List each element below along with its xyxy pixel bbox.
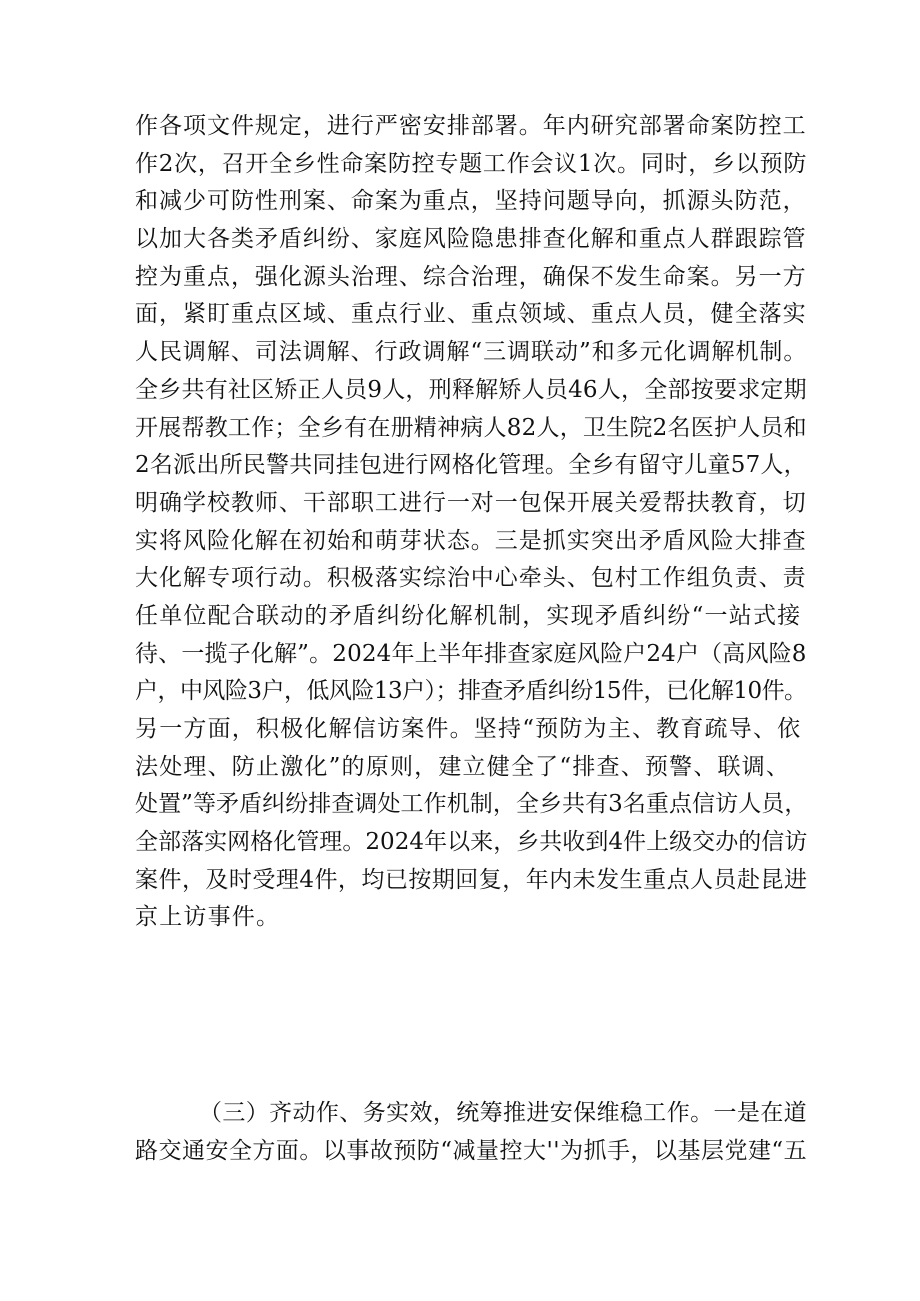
text-line-indented: （三）齐动作、务实效，统筹推进安保维稳工作。一是在道: [199, 1100, 807, 1126]
text-line: 全乡共有社区矫正人员9人，刑释解矫人员46人，全部按要求定期: [135, 376, 807, 403]
text-line: 待、一揽子化解”。2024年上半年排查家庭风险户24户（高风险8: [135, 640, 807, 667]
text-line: 和减少可防性刑案、命案为重点，坚持问题导向，抓源头防范，: [135, 188, 807, 215]
text-line: 户，中风险3户，低风险13户）；排查矛盾纠纷15件，已化解10件。: [135, 678, 807, 705]
text-line: 法处理、防止激化”的原则，建立健全了“排查、预警、联调、: [135, 753, 791, 780]
text-line: 全部落实网格化管理。2024年以来，乡共收到4件上级交办的信访: [135, 829, 808, 856]
text-line: 任单位配合联动的矛盾纠纷化解机制，实现矛盾纠纷“一站式接: [135, 602, 802, 629]
text-line: 京上访事件。: [135, 904, 281, 931]
text-line: 以加大各类矛盾纠纷、家庭风险隐患排查化解和重点人群跟踪管: [135, 226, 807, 253]
text-line: 大化解专项行动。积极落实综治中心牵头、包村工作组负责、责: [135, 565, 807, 592]
text-line: 另一方面，积极化解信访案件。坚持“预防为主、教育疏导、依: [135, 716, 802, 742]
text-line: 控为重点，强化源头治理、综合治理，确保不发生命案。另一方: [135, 263, 807, 290]
text-line: 作各项文件规定，进行严密安排部署。年内研究部署命案防控工: [135, 113, 807, 139]
text-line: 面，紧盯重点区域、重点行业、重点领域、重点人员，健全落实: [135, 301, 807, 328]
text-line: 作2次，召开全乡性命案防控专题工作会议1次。同时，乡以预防: [135, 150, 808, 177]
text-line: 人民调解、司法调解、行政调解“三调联动”和多元化调解机制。: [135, 339, 808, 366]
text-line: 路交通安全方面。以事故预防“减量控大''为抓手，以基层党建“五: [135, 1137, 808, 1164]
text-line: 处置”等矛盾纠纷排查调处工作机制，全乡共有3名重点信访人员，: [135, 791, 808, 818]
paragraph-2: [135, 1095, 807, 1170]
text-line: 实将风险化解在初始和萌芽状态。三是抓实突出矛盾风险大排查: [135, 527, 807, 554]
text-line: 开展帮教工作；全乡有在册精神病人82人，卫生院2名医护人员和: [135, 414, 807, 441]
text-line: 案件，及时受理4件，均已按期回复，年内未发生重点人员赴昆进: [135, 866, 808, 893]
text-line: 2名派出所民警共同挂包进行网格化管理。全乡有留守儿童57人，: [135, 452, 807, 479]
text-line: 明确学校教师、干部职工进行一对一包保开展关爱帮扶教育，切: [135, 489, 807, 516]
paragraph-1: [135, 108, 807, 937]
